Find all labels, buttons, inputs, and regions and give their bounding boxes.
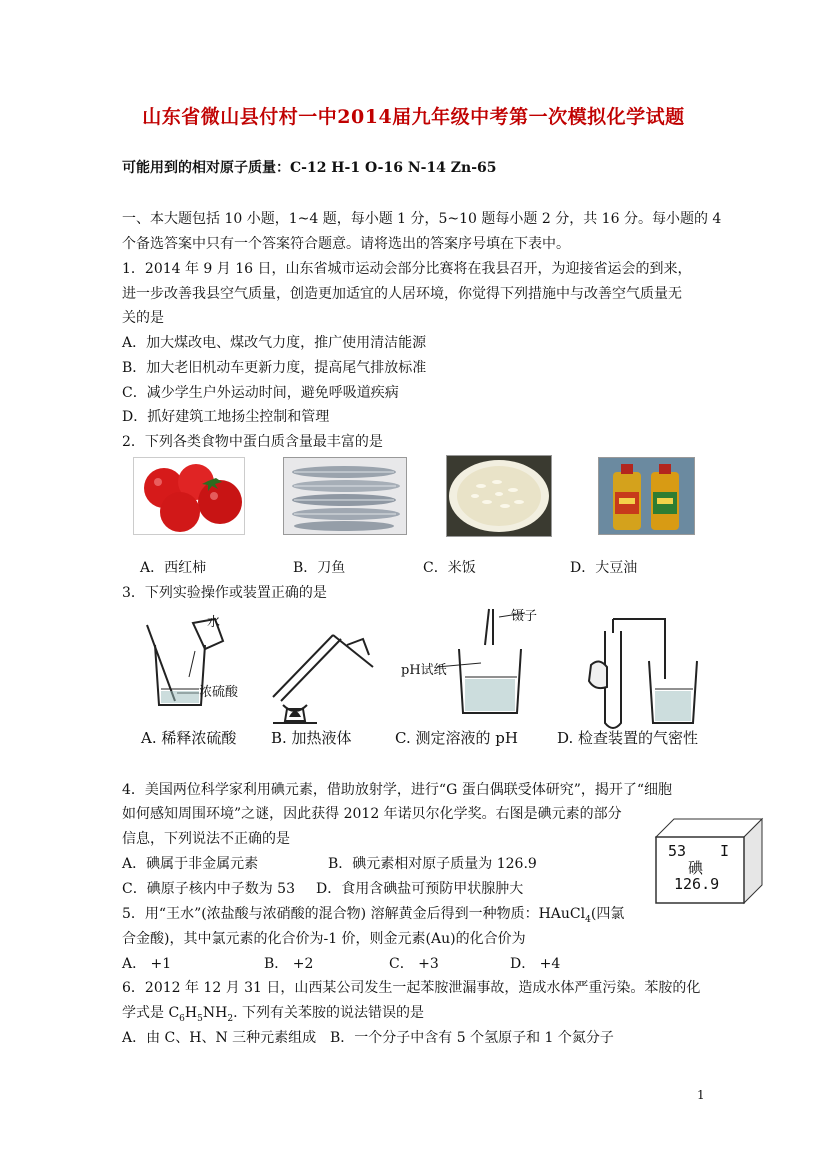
q4-stem-1: 4．美国两位科学家利用碘元素，借助放射学，进行“G 蛋白偶联受体研究”，揭开了“细胞	[122, 782, 673, 798]
q3-option-b: B. 加热液体	[271, 729, 352, 747]
q4-stem-2: 如何感知周围环境”之谜，因此获得 2012 年诺贝尔化学奖。右图是碘元素的部分	[122, 806, 622, 822]
q2-option-c: C．米饭	[423, 560, 476, 576]
knifefish-image	[283, 457, 407, 535]
element-symbol: I	[720, 842, 730, 860]
q3-option-c: C. 测定溶液的 pH	[395, 729, 518, 747]
q3-option-a: A. 稀释浓硫酸	[141, 729, 237, 747]
q6-option-a: A．由 C、H、N 三种元素组成	[122, 1030, 317, 1046]
q6-stem-1: 6．2012 年 12 月 31 日，山西某公司发生一起苯胺泄漏事故，造成水体严重污染。苯胺的化	[122, 980, 701, 996]
q1-option-a: A．加大煤改电、煤改气力度，推广使用清洁能源	[122, 335, 427, 351]
q1-stem-1: 1．2014 年 9 月 16 日，山东省城市运动会部分比赛将在我县召开，为迎接省运会的到来，	[122, 261, 692, 277]
q5-option-d: D． +4	[510, 956, 561, 972]
q1-stem-3: 关的是	[122, 310, 164, 326]
q5-stem-2: 合金酸)，其中氯元素的化合价为-1 价，则金元素(Au)的化合价为	[122, 931, 526, 947]
label-tweezers: 镊子	[511, 609, 538, 624]
q1-option-b: B．加大老旧机动车更新力度，提高尾气排放标准	[122, 360, 427, 376]
q2-option-d: D．大豆油	[570, 560, 638, 576]
atomic-mass-line: 可能用到的相对原子质量：C-12 H-1 O-16 N-14 Zn-65	[122, 160, 497, 176]
q4-stem-3: 信息，下列说法不正确的是	[122, 831, 290, 847]
q4-option-c: C．碘原子核内中子数为 53	[122, 881, 295, 897]
q6-stem-2: 学式是 $C_6H_5NH_2$. 下列有关苯胺的说法错误的是	[122, 1005, 424, 1024]
q2-option-b: B．刀鱼	[293, 560, 346, 576]
q3-option-d: D. 检查装置的气密性	[557, 729, 699, 747]
q5-option-c: C． +3	[389, 956, 439, 972]
q3-stem: 3．下列实验操作或装置正确的是	[122, 585, 327, 601]
iodine-element-card	[650, 815, 766, 905]
q5-option-a: A． +1	[122, 956, 172, 972]
tomato-image	[133, 457, 245, 535]
element-name: 碘	[688, 859, 704, 877]
q1-option-d: D．抓好建筑工地扬尘控制和管理	[122, 409, 330, 425]
q6-option-b: B．一个分子中含有 5 个氢原子和 1 个氮分子	[330, 1030, 614, 1046]
q1-option-c: C．减少学生户外运动时间，避免呼吸道疾病	[122, 385, 399, 401]
rice-image	[446, 455, 552, 537]
q5-option-b: B． +2	[264, 956, 314, 972]
q4-option-a: A．碘属于非金属元素	[122, 856, 259, 872]
section-instruction-2: 个备选答案中只有一个答案符合题意。请将选出的答案序号填在下表中。	[122, 236, 570, 252]
q4-option-d: D．食用含碘盐可预防甲状腺肿大	[316, 881, 524, 897]
q1-stem-2: 进一步改善我县空气质量，创造更加适宜的人居环境，你觉得下列措施中与改善空气质量无	[122, 286, 682, 302]
page-number: 1	[697, 1088, 705, 1102]
q5-stem-1: 5．用“王水”(浓盐酸与浓硝酸的混合物) 溶解黄金后得到一种物质：HAuCl$_4$(四氯	[122, 906, 625, 925]
page-title: 山东省微山县付村一中2014届九年级中考第一次模拟化学试题	[142, 106, 685, 128]
element-atomic-number: 53	[668, 842, 687, 860]
section-instruction-1: 一、本大题包括 10 小题，1~4 题，每小题 1 分，5~10 题每小题 2 分，共 16 分。每小题的 4	[122, 211, 722, 227]
label-conc-sulfuric-acid: 浓硫酸	[199, 685, 239, 700]
soybean-oil-image	[598, 457, 695, 535]
element-atomic-mass: 126.9	[674, 875, 720, 893]
q2-option-a: A．西红柿	[140, 560, 207, 576]
q2-stem: 2．下列各类食物中蛋白质含量最丰富的是	[122, 434, 383, 450]
q4-option-b: B．碘元素相对原子质量为 126.9	[328, 856, 537, 872]
label-ph-paper: pH试纸	[401, 663, 447, 678]
label-water: 水	[207, 615, 221, 630]
q3-apparatus-figure	[133, 605, 733, 748]
